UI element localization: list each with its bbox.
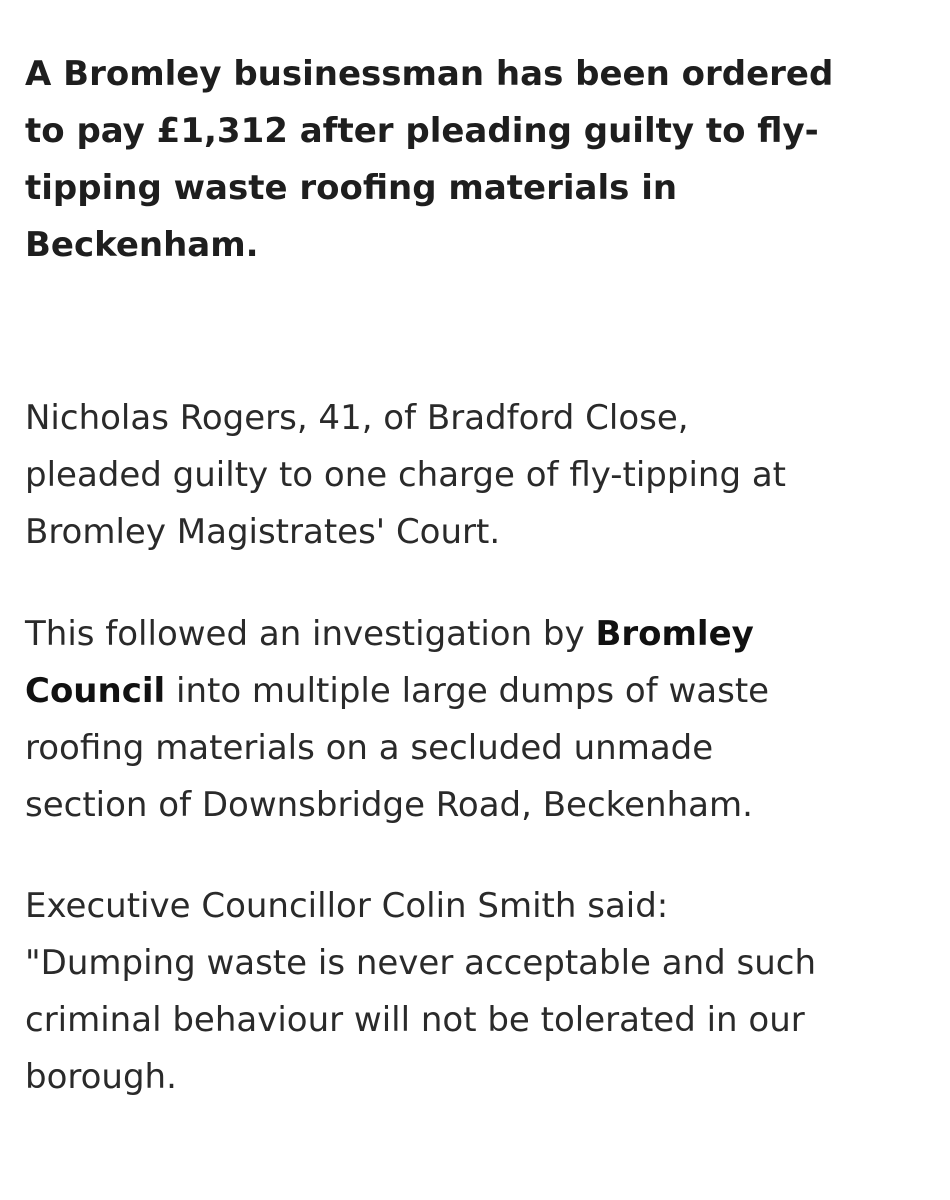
paragraph-line: Executive Councillor Colin Smith said: xyxy=(25,886,669,926)
paragraph-line: criminal behaviour will not be tolerated in our xyxy=(25,1000,805,1040)
paragraph-line: borough. xyxy=(25,1057,177,1097)
paragraph-line: section of Downsbridge Road, Beckenham. xyxy=(25,785,753,825)
lead-line: tipping waste roofing materials in xyxy=(25,168,678,208)
paragraph-line: roofing materials on a secluded unmade xyxy=(25,728,714,768)
article-lead xyxy=(25,46,925,274)
paragraph-line: Nicholas Rogers, 41, of Bradford Close, xyxy=(25,398,689,438)
paragraph-defendant xyxy=(25,390,945,561)
lead-line: A Bromley businessman has been ordered xyxy=(25,54,834,94)
council-name-bold: Bromley xyxy=(595,614,754,654)
lead-line: to pay £1,312 after pleading guilty to fly- xyxy=(25,111,819,151)
paragraph-line: pleaded guilty to one charge of fly-tipping at xyxy=(25,455,787,495)
paragraph-line: Bromley Magistrates' Court. xyxy=(25,512,501,552)
paragraph-quote xyxy=(25,878,945,1106)
lead-line: Beckenham. xyxy=(25,225,259,265)
paragraph-text: This followed an investigation by xyxy=(25,614,596,654)
council-name-bold: Council xyxy=(25,671,166,711)
paragraph-line xyxy=(25,663,945,720)
paragraph-text: into multiple large dumps of waste xyxy=(165,671,770,711)
paragraph-line: "Dumping waste is never acceptable and such xyxy=(25,943,817,983)
paragraph-line xyxy=(25,606,945,663)
paragraph-investigation xyxy=(25,606,945,834)
